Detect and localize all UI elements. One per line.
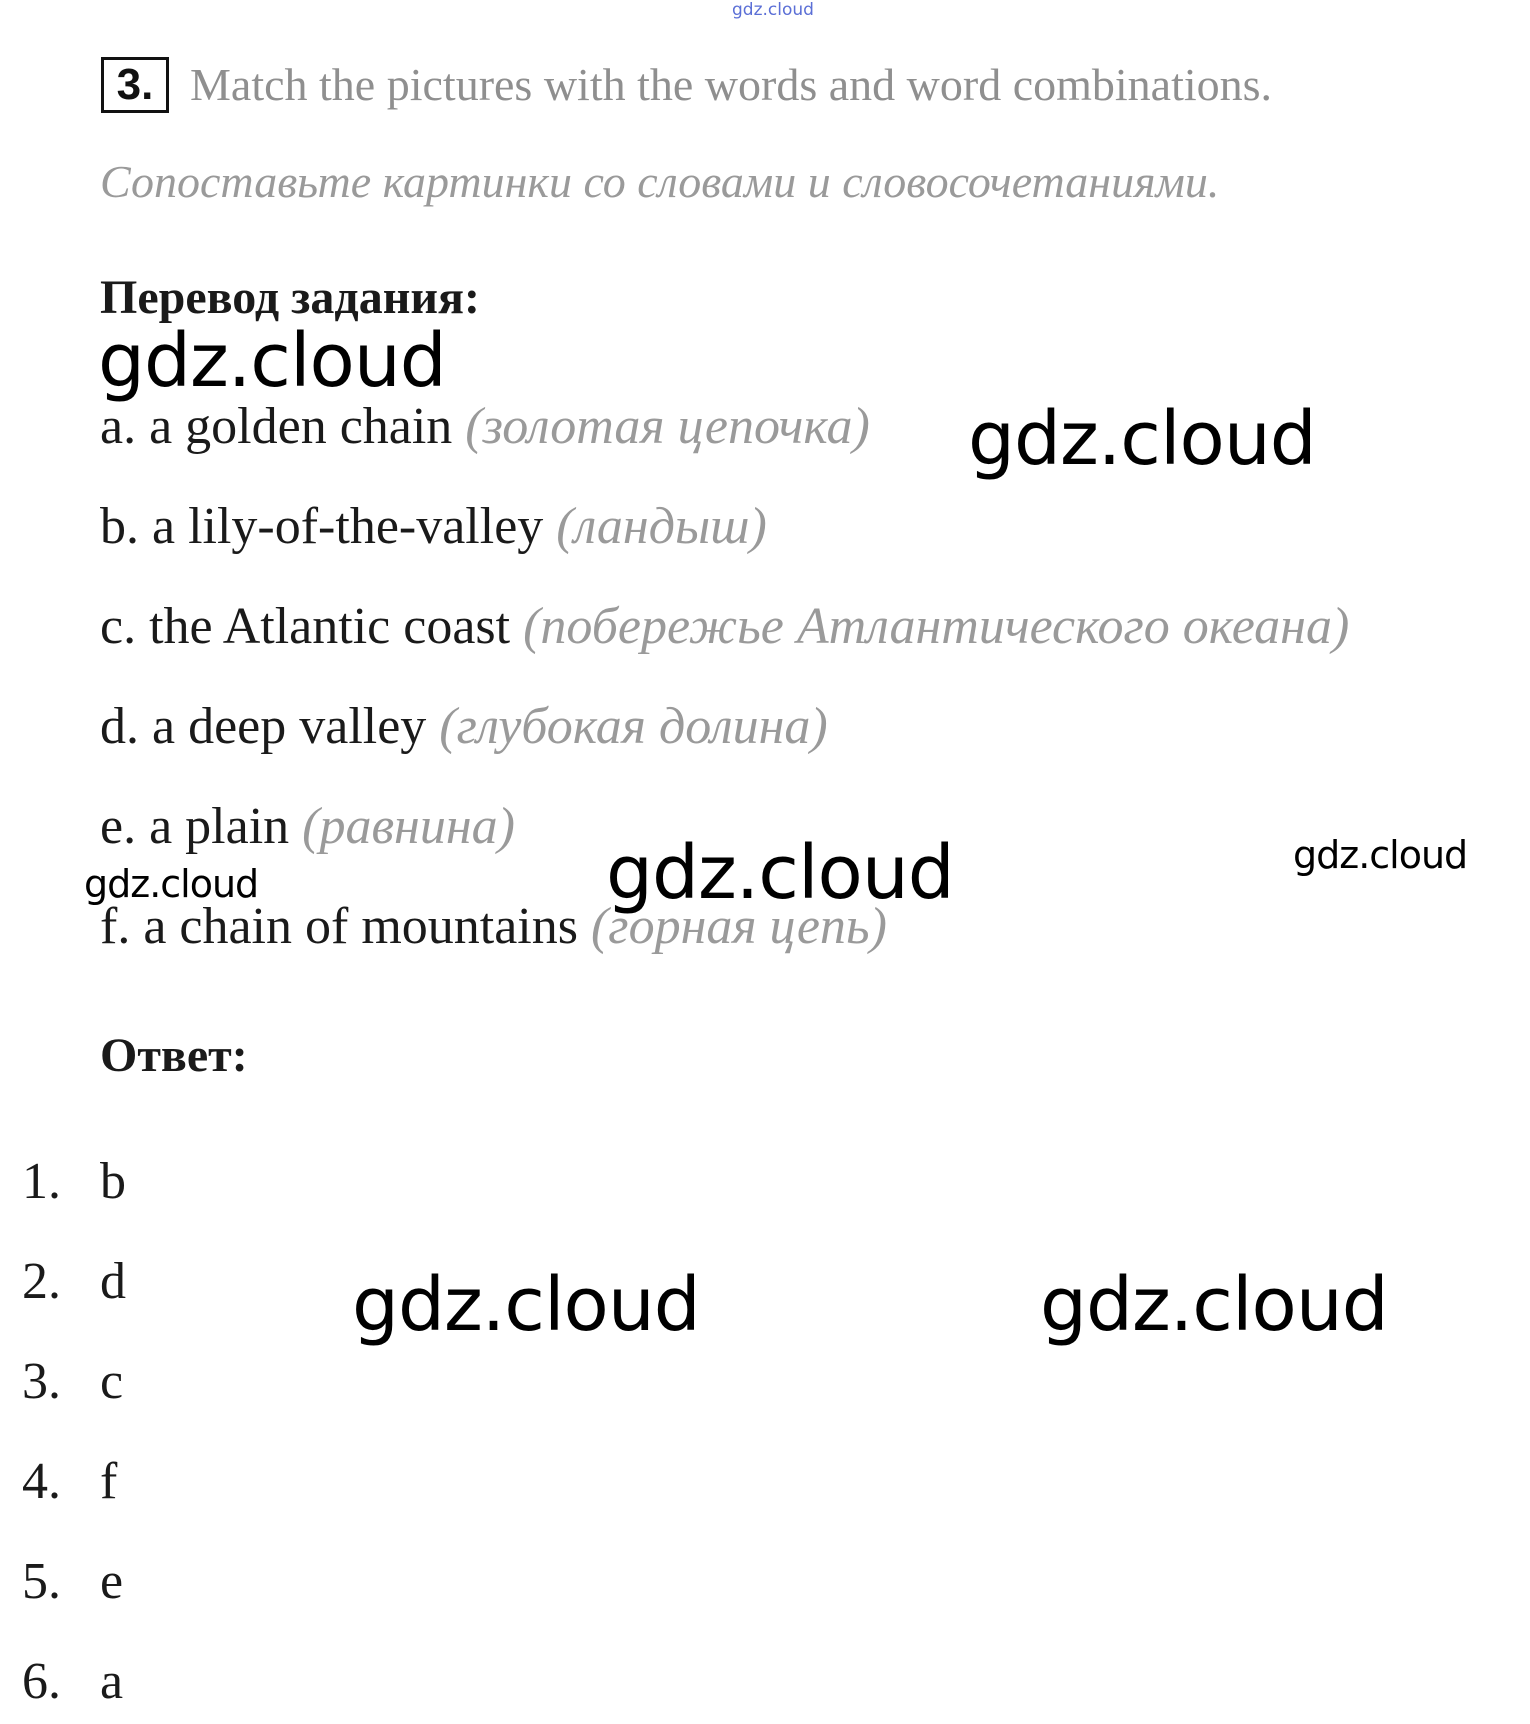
watermark: gdz.cloud [606, 830, 954, 916]
list-item [100, 797, 515, 856]
task-number-box: 3. [101, 57, 169, 113]
answer-number: 2. [22, 1253, 61, 1310]
item-translation: (ландыш) [556, 498, 767, 555]
item-translation: (горная цепь) [590, 898, 887, 955]
list-item [100, 597, 1349, 656]
translation-heading: Перевод задания: [100, 271, 480, 324]
answer-letter: d [100, 1253, 126, 1310]
answer-heading: Ответ: [100, 1029, 248, 1082]
task-title-ru: Сопоставьте картинки со словами и словосочетаниями. [100, 156, 1220, 207]
answer-letter: e [100, 1553, 124, 1610]
watermark: gdz.cloud [98, 318, 446, 404]
item-translation: (глубокая долина) [439, 698, 828, 755]
watermark: gdz.cloud [84, 862, 259, 906]
item-text: c. the Atlantic coast [100, 598, 511, 655]
item-text: e. a plain [100, 798, 290, 855]
answer-letter: a [100, 1653, 124, 1710]
list-item [100, 497, 767, 556]
task-title-en: Match the pictures with the words and word combinations. [190, 59, 1273, 110]
item-translation: (равнина) [302, 798, 515, 855]
item-text: f. a chain of mountains [100, 898, 578, 955]
list-item [100, 697, 828, 756]
item-text: d. a deep valley [100, 698, 427, 755]
watermark: gdz.cloud [968, 396, 1316, 482]
answer-letter: b [100, 1153, 126, 1210]
item-translation: (побережье Атлантического океана) [523, 598, 1350, 655]
watermark: gdz.cloud [352, 1262, 700, 1348]
answer-letter: c [100, 1353, 124, 1410]
item-text: b. a lily-of-the-valley [100, 498, 544, 555]
answer-number: 3. [22, 1353, 61, 1410]
site-watermark-top: gdz.cloud [732, 0, 814, 20]
item-text: a. a golden chain [100, 398, 453, 455]
watermark: gdz.cloud [1040, 1262, 1388, 1348]
list-item [100, 397, 870, 456]
answer-number: 1. [22, 1153, 61, 1210]
answer-number: 4. [22, 1453, 61, 1510]
answer-letter: f [100, 1453, 118, 1510]
answer-number: 5. [22, 1553, 61, 1610]
item-translation: (золотая цепочка) [465, 398, 870, 455]
watermark: gdz.cloud [1293, 833, 1468, 877]
answer-number: 6. [22, 1653, 61, 1710]
